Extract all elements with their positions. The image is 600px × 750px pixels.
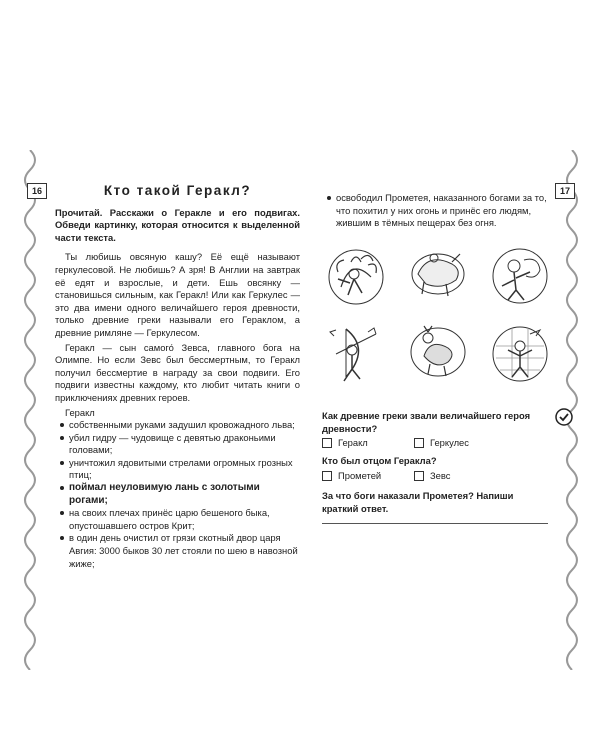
list-item: собственными руками задушил кровожадного льва;: [55, 419, 300, 432]
checkbox[interactable]: [322, 471, 332, 481]
question-3: За что боги наказали Прометея? Напиши краткий ответ.: [322, 490, 514, 514]
hercules-hydra-illustration[interactable]: [329, 250, 383, 304]
page-title: Кто такой Геракл?: [103, 183, 252, 198]
page-number-left: 16: [27, 183, 47, 199]
illustrations-grid: [322, 244, 554, 387]
list-item: уничтожил ядовитыми стрелами огромных грозных птиц;: [55, 457, 300, 482]
hercules-archer-birds-illustration[interactable]: [330, 328, 376, 381]
prometheus-deed: освободил Прометея, наказанного богами за то, что похитил у них огонь и принёс его людям, жившим в тёмных пещерах без огня.: [322, 192, 552, 230]
checkbox[interactable]: [414, 471, 424, 481]
deeds-intro: Геракл: [65, 406, 95, 418]
q1-options: [322, 437, 506, 448]
option-label: Зевс: [430, 470, 451, 481]
paragraph-oatmeal: Ты любишь овсяную кашу? Её ещё называют геркулесовой. Не любишь? А зря! В Англии на завтрак её едят и взрослые, и дети. Ешь овсянку — становишься сильным, как Геракл! Или как Геркулес — это два имени одного величайшего героя древности, только древние греки называли его Гераклом, а древние римляне — Геркулесом.: [55, 251, 300, 338]
hercules-bull-illustration[interactable]: [412, 254, 464, 296]
list-item: в один день очистил от грязи скотный двор царя Авгия: 3000 быков 30 лет стояли по шею в навозной жиже;: [55, 532, 300, 570]
q1-option-heracles[interactable]: [322, 437, 414, 448]
prometheus-liberation-illustration[interactable]: [493, 327, 547, 381]
paragraph-zeus: Геракл — сын самого́ Зевса, главного бога на Олимпе. Но если Зевс был бессмертным, то Геракл получил бессмертие в награду за свои подвиги. Его подвиги известны каждому, кто любит читать книги о приключениях древних героев.: [55, 341, 300, 403]
option-label: Геракл: [338, 437, 368, 448]
list-item: убил гидру — чудовище с девятью драконьими головами;: [55, 432, 300, 457]
question-1: Как древние греки звали величайшего героя древности?: [322, 410, 531, 434]
checkbox[interactable]: [322, 438, 332, 448]
checkmark-icon: [555, 408, 573, 426]
hercules-hind-illustration[interactable]: [411, 326, 465, 376]
right-page-intro: [322, 192, 552, 230]
checkbox[interactable]: [414, 438, 424, 448]
q2-options: [322, 470, 506, 481]
highlighted-list-item: поймал неуловимую лань с золотыми рогами;: [55, 482, 300, 507]
task-instruction: Прочитай. Расскажи о Геракле и его подвигах. Обведи картинку, которая относится к выделенной части текста.: [55, 206, 300, 243]
list-item: на своих плечах принёс царю бешеного быка, опустошавшего остров Крит;: [55, 507, 300, 532]
q2-option-prometheus[interactable]: [322, 470, 414, 481]
page-number-right: 17: [555, 183, 575, 199]
option-label: Геркулес: [430, 437, 469, 448]
left-wavy-border: [18, 150, 42, 670]
q1-option-hercules[interactable]: [414, 437, 506, 448]
left-page: [55, 185, 300, 570]
answer-line[interactable]: [322, 523, 548, 524]
option-label: Прометей: [338, 470, 382, 481]
hercules-lion-illustration[interactable]: [493, 249, 547, 303]
question-2: Кто был отцом Геракла?: [322, 455, 437, 466]
q2-option-zeus[interactable]: [414, 470, 506, 481]
deeds-list: [55, 419, 300, 570]
